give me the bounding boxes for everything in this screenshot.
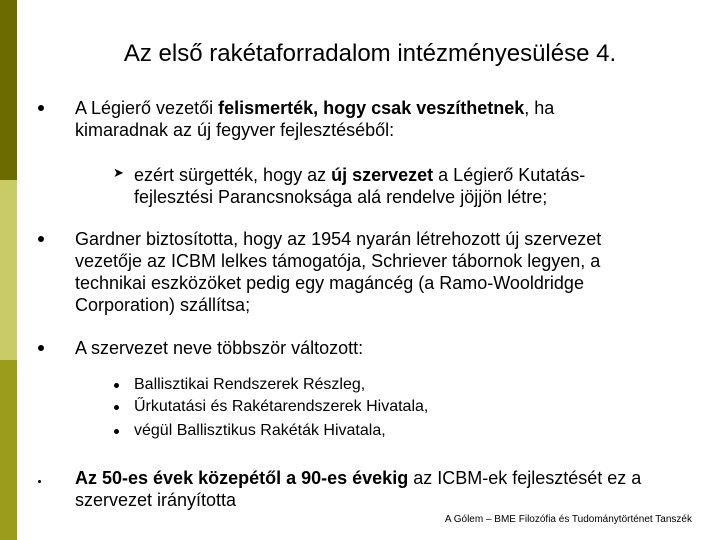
bullet-2: Gardner biztosította, hogy az 1954 nyarán létrehozott új szervezet vezetője az ICBM lelkes támogatója, Schriever tábornok legyen, a technikai eszközöket pedig egy magáncég (a Ramo-Wooldridge Corporation) szállítsa; (75, 229, 602, 315)
bullet-3: A szervezet neve többször változott: (75, 338, 364, 358)
footer-credit: A Gólem – BME Filozófia és Tudománytörténet Tanszék (444, 514, 692, 525)
sub-bullet-dot-icon (114, 383, 119, 388)
bullet-dot-icon (38, 345, 44, 351)
bullet-4 (75, 467, 705, 511)
sub-bullet-dot-icon (114, 429, 119, 434)
bullet-1-sub-text-bold: új szervezet (331, 165, 434, 185)
bullet-3-sub-1: Ballisztikai Rendszerek Részleg, (134, 376, 366, 393)
bullet-1-text-post: , ha kimaradnak az új fegyver fejlesztéséből: (75, 98, 555, 140)
bullet-dot-icon (38, 105, 44, 111)
side-bar-bottom (0, 360, 17, 540)
side-bar-top (0, 0, 17, 180)
side-bar-middle (0, 180, 17, 360)
bullet-1-sub-text-post: a Légierő Kutatás-fejlesztési Parancsnoksága alá rendelve jöjjön létre; (134, 165, 586, 207)
bullet-1-text-pre: A Légierő vezetői (75, 98, 219, 118)
arrow-bullet-icon: ➤ (113, 165, 124, 180)
bullet-4-text-post: az ICBM-ek fejlesztését ez a szervezet irányította (75, 468, 642, 510)
small-bullet-dot-icon (38, 480, 41, 483)
bullet-3-sub-3: végül Ballisztikus Rakéták Hivatala, (134, 422, 386, 439)
bullet-1-sub (134, 164, 664, 208)
bullet-4-text-bold: Az 50-es évek közepétől a 90-es évekig (75, 468, 409, 488)
bullet-3-sub-2: Űrkutatási és Rakétarendszerek Hivatala, (134, 398, 429, 415)
bullet-1 (75, 97, 635, 141)
sub-bullet-dot-icon (114, 405, 119, 410)
bullet-1-text-bold: felismerték, hogy csak veszíthetnek (218, 98, 525, 118)
slide-title: Az első rakétaforradalom intézményesülése 4. (123, 40, 617, 67)
bullet-1-sub-text-pre: ezért sürgették, hogy az (134, 165, 332, 185)
bullet-dot-icon (38, 236, 44, 242)
